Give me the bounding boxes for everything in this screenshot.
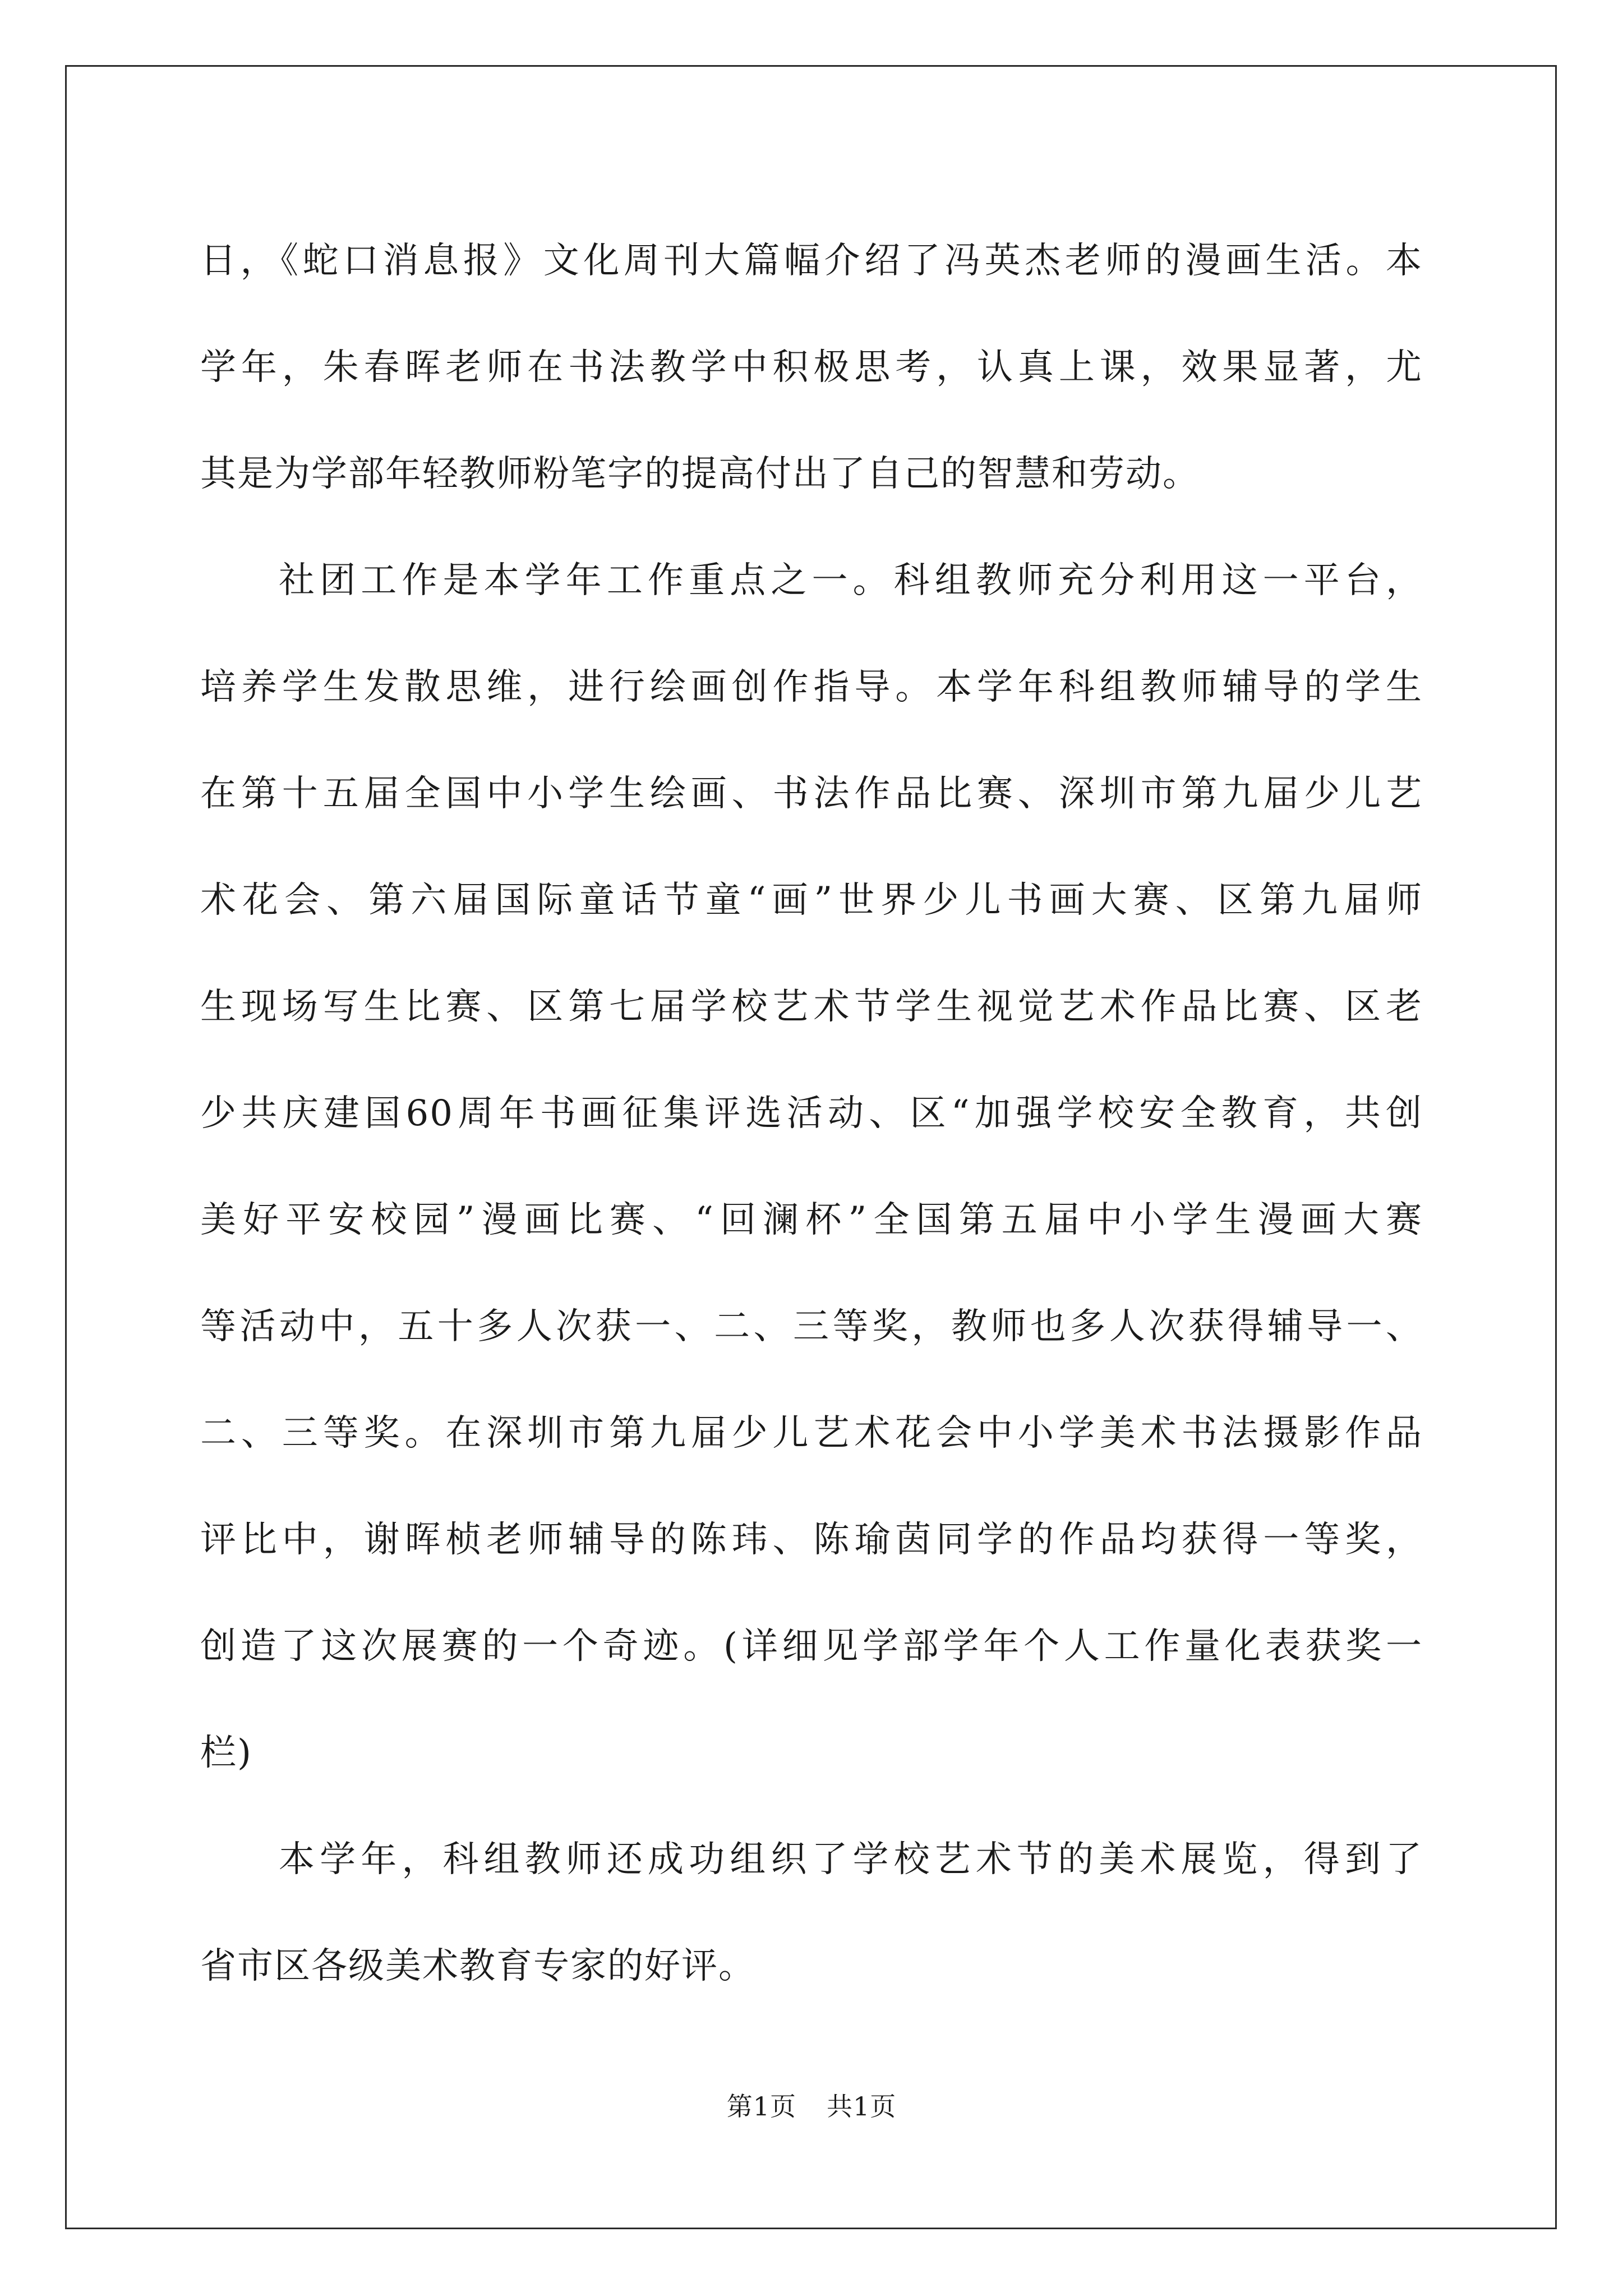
text-line: 美好平安校园”漫画比赛、“回澜杯”全国第五届中小学生漫画大赛 [200, 1199, 1423, 1241]
text-line: 学年，朱春晖老师在书法教学中积极思考，认真上课，效果显著，尤 [200, 347, 1423, 388]
text-line: 日，《蛇口消息报》文化周刊大篇幅介绍了冯英杰老师的漫画生活。本 [200, 240, 1423, 282]
paragraph-first-line: 社团工作是本学年工作重点之一。科组教师充分利用这一平台， [279, 560, 1423, 601]
text-line: 其是为学部年轻教师粉笔字的提高付出了自己的智慧和劳动。 [200, 453, 1200, 495]
text-line: 二、三等奖。在深圳市第九届少儿艺术花会中小学美术书法摄影作品 [200, 1412, 1423, 1454]
page-number: 第1页 [726, 2091, 796, 2122]
text-line: 术花会、第六届国际童话节童“画”世界少儿书画大赛、区第九届师 [200, 880, 1423, 921]
text-line: 创造了这次展赛的一个奇迹。(详细见学部学年个人工作量化表获奖一 [200, 1626, 1423, 1667]
text-line: 评比中，谢晖桢老师辅导的陈玮、陈瑜茵同学的作品均获得一等奖， [200, 1519, 1423, 1561]
text-line: 生现场写生比赛、区第七届学校艺术节学生视觉艺术作品比赛、区老 [200, 986, 1423, 1028]
text-line: 少共庆建国60周年书画征集评选活动、区“加强学校安全教育，共创 [200, 1093, 1423, 1134]
paragraph-first-line: 本学年，科组教师还成功组织了学校艺术节的美术展览，得到了 [279, 1839, 1423, 1880]
text-line: 省市区各级美术教育专家的好评。 [200, 1945, 755, 1987]
page-footer [0, 2090, 1623, 2123]
page-total: 共1页 [827, 2091, 897, 2122]
text-line: 栏) [200, 1732, 252, 1774]
text-line: 在第十五届全国中小学生绘画、书法作品比赛、深圳市第九届少儿艺 [200, 773, 1423, 815]
text-line: 培养学生发散思维，进行绘画创作指导。本学年科组教师辅导的学生 [200, 666, 1423, 708]
text-line: 等活动中，五十多人次获一、二、三等奖，教师也多人次获得辅导一、 [200, 1306, 1423, 1347]
document-body [200, 208, 1423, 2019]
